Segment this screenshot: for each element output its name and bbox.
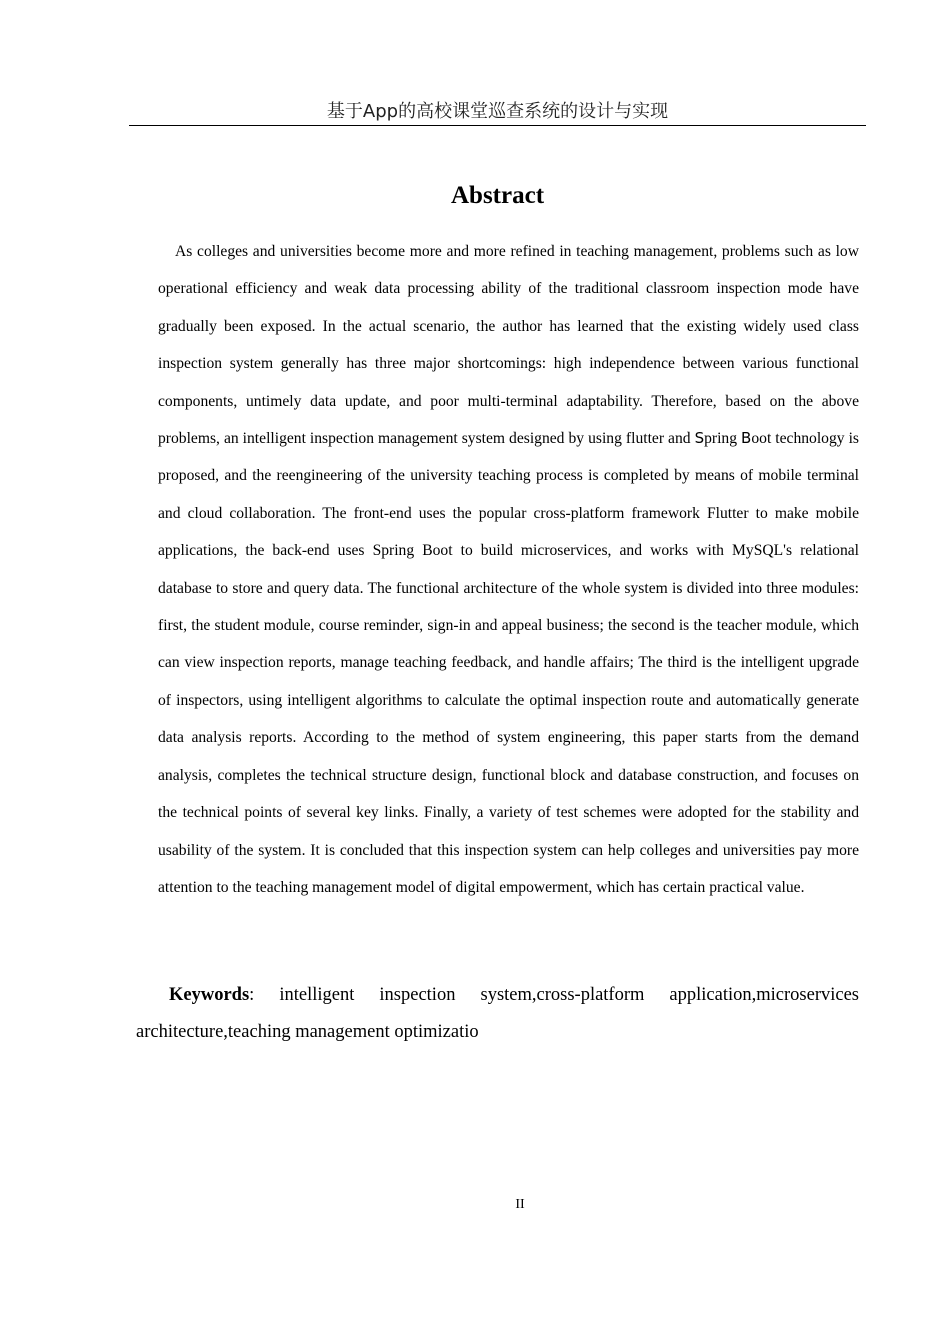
header-rule xyxy=(129,125,866,126)
abstract-text-part1: As colleges and universities become more and more refined in teaching management, problems such as low operational efficiency and weak data processing ability of the traditional classroom inspection mode have gradually been exposed. In the actual scenario, the author has learned that the existing widely used class inspection system generally has three major shortcomings: high independence between various functional components, untimely data update, and poor multi-terminal adaptability. Therefore, based on the above problems, an intelligent inspection management system designed by using flutter and xyxy=(158,243,859,448)
abstract-text-part3: oot technology is proposed, and the reengineering of the university teaching process is completed by means of mobile terminal and cloud collaboration. The front-end uses the popular cross-platform framework Flutter to make mobile applications, the back-end uses Spring Boot to build microservices, and works with MySQL's relational database to store and query data. The functional architecture of the whole system is divided into three modules: first, the student module, course reminder, sign-in and appeal business; the second is the teacher module, which can view inspection reports, manage teaching feedback, and handle affairs; The third is the intelligent upgrade of inspectors, using intelligent algorithms to calculate the optimal inspection route and automatically generate data analysis reports. According to the method of system engineering, this paper starts from the demand analysis, completes the technical structure design, functional block and database construction, and focuses on the technical points of several key links. Finally, a variety of test schemes were adopted for the stability and usability of the system. It is concluded that this inspection system can help colleges and universities pay more attention to the teaching management model of digital empowerment, which has certain practical value. xyxy=(158,430,859,896)
abstract-body xyxy=(158,233,859,906)
abstract-text-part2: pring xyxy=(704,430,742,448)
page-number: II xyxy=(515,1197,525,1212)
running-header: 基于App的高校课堂巡查系统的设计与实现 xyxy=(326,101,669,122)
page-title: Abstract xyxy=(450,182,545,209)
abstract-letter-b: B xyxy=(741,429,752,448)
abstract-letter-s: S xyxy=(694,429,705,448)
keywords-paragraph xyxy=(136,977,859,1051)
keywords-label: Keywords xyxy=(169,985,250,1005)
keywords-separator: : xyxy=(249,985,255,1005)
keywords-text: intelligent inspection system,cross-platform application,microservices architecture,teaching management optimizatio xyxy=(136,985,859,1042)
